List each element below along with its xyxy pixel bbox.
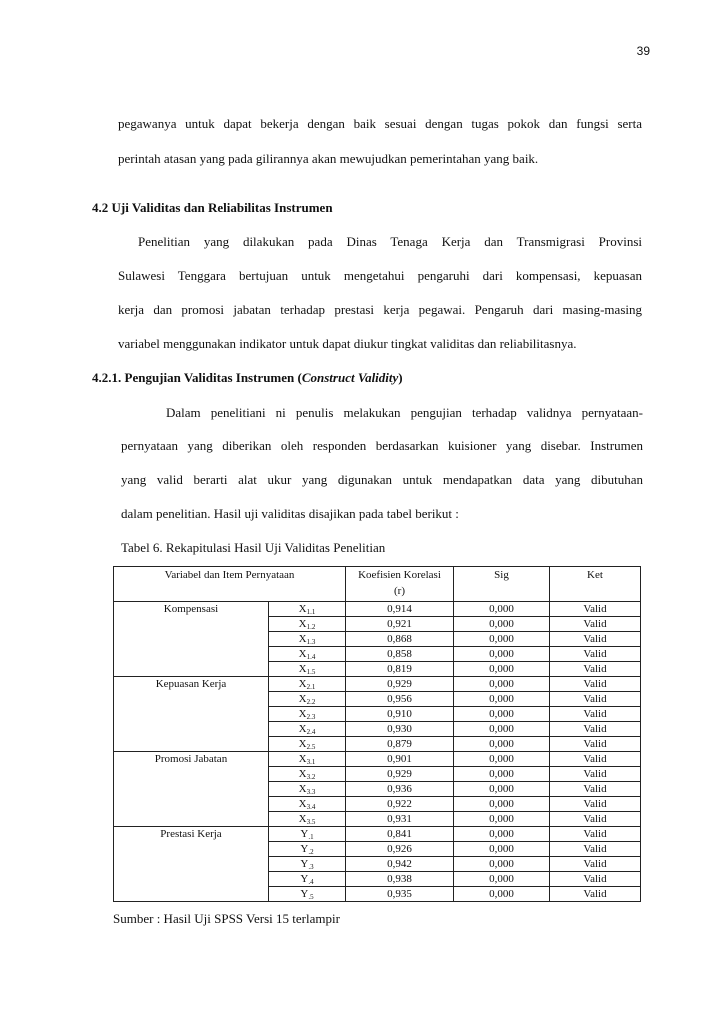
cell-variable <box>114 767 269 782</box>
item-letter: Y <box>300 888 309 900</box>
cell-sig: 0,000 <box>454 782 550 797</box>
item-letter: X <box>298 678 307 690</box>
item-letter: X <box>298 798 307 810</box>
table-row <box>114 632 641 647</box>
page-number: 39 <box>636 44 650 58</box>
header-coef-line2: (r) <box>394 585 405 597</box>
header-coefficient <box>346 567 454 602</box>
cell-coefficient: 0,868 <box>346 632 454 647</box>
cell-sig: 0,000 <box>454 767 550 782</box>
cell-coefficient: 0,942 <box>346 857 454 872</box>
cell-coefficient: 0,929 <box>346 767 454 782</box>
cell-sig: 0,000 <box>454 857 550 872</box>
table-row <box>114 707 641 722</box>
subsection-paragraph-line-3: yang valid berarti alat ukur yang digunakan untuk mendapatkan data yang dibutuhan <box>121 472 643 487</box>
cell-variable <box>114 632 269 647</box>
cell-ket: Valid <box>550 707 641 722</box>
cell-sig: 0,000 <box>454 602 550 617</box>
cell-item <box>269 602 346 617</box>
table-row <box>114 662 641 677</box>
cell-variable: Prestasi Kerja <box>114 827 269 842</box>
item-letter: X <box>298 738 307 750</box>
cell-item <box>269 662 346 677</box>
cell-item <box>269 842 346 857</box>
cell-variable <box>114 842 269 857</box>
item-subscript: 2.3 <box>306 713 316 721</box>
subsection-heading <box>92 370 403 386</box>
item-letter: X <box>298 813 307 825</box>
cell-variable <box>114 872 269 887</box>
cell-ket: Valid <box>550 737 641 752</box>
cell-variable <box>114 617 269 632</box>
cell-sig: 0,000 <box>454 662 550 677</box>
cell-item <box>269 872 346 887</box>
table-row <box>114 617 641 632</box>
item-letter: X <box>298 633 307 645</box>
cell-variable: Promosi Jabatan <box>114 752 269 767</box>
cell-ket: Valid <box>550 842 641 857</box>
section-paragraph-line-2: Sulawesi Tenggara bertujuan untuk mengetahui pengaruhi dari kompensasi, kepuasan <box>118 268 642 283</box>
cell-sig: 0,000 <box>454 752 550 767</box>
cell-variable <box>114 887 269 902</box>
cell-coefficient: 0,926 <box>346 842 454 857</box>
cell-sig: 0,000 <box>454 707 550 722</box>
cell-ket: Valid <box>550 752 641 767</box>
item-subscript: .2 <box>308 848 314 856</box>
cell-sig: 0,000 <box>454 872 550 887</box>
cell-sig: 0,000 <box>454 827 550 842</box>
item-letter: Y <box>300 873 309 885</box>
table-row <box>114 647 641 662</box>
cell-sig: 0,000 <box>454 722 550 737</box>
cell-ket: Valid <box>550 872 641 887</box>
item-subscript: 1.3 <box>306 638 316 646</box>
table-body <box>114 602 641 902</box>
header-sig: Sig <box>454 567 550 602</box>
cell-item <box>269 767 346 782</box>
cell-sig: 0,000 <box>454 797 550 812</box>
item-subscript: 1.2 <box>306 623 316 631</box>
cell-ket: Valid <box>550 662 641 677</box>
cell-coefficient: 0,956 <box>346 692 454 707</box>
cell-variable <box>114 662 269 677</box>
cell-sig: 0,000 <box>454 677 550 692</box>
cell-ket: Valid <box>550 692 641 707</box>
item-letter: Y <box>300 858 309 870</box>
table-row <box>114 752 641 767</box>
intro-line-1: pegawanya untuk dapat bekerja dengan baik sesuai dengan tugas pokok dan fungsi serta <box>118 116 642 131</box>
item-subscript: 3.2 <box>306 773 316 781</box>
item-subscript: 2.4 <box>306 728 316 736</box>
cell-coefficient: 0,914 <box>346 602 454 617</box>
cell-item <box>269 752 346 767</box>
cell-sig: 0,000 <box>454 812 550 827</box>
item-letter: X <box>298 768 307 780</box>
cell-coefficient: 0,879 <box>346 737 454 752</box>
cell-ket: Valid <box>550 812 641 827</box>
cell-item <box>269 632 346 647</box>
cell-coefficient: 0,938 <box>346 872 454 887</box>
cell-sig: 0,000 <box>454 887 550 902</box>
header-ket: Ket <box>550 567 641 602</box>
cell-item <box>269 722 346 737</box>
item-letter: X <box>298 783 307 795</box>
cell-coefficient: 0,910 <box>346 707 454 722</box>
cell-ket: Valid <box>550 602 641 617</box>
table-row <box>114 602 641 617</box>
section-paragraph-line-3: kerja dan promosi jabatan terhadap prestasi kerja pegawai. Pengaruh dari masing-masing <box>118 302 642 317</box>
cell-variable <box>114 722 269 737</box>
cell-item <box>269 707 346 722</box>
item-letter: X <box>298 693 307 705</box>
cell-sig: 0,000 <box>454 842 550 857</box>
table-row <box>114 692 641 707</box>
table-source: Sumber : Hasil Uji SPSS Versi 15 terlampir <box>113 911 340 926</box>
cell-ket: Valid <box>550 677 641 692</box>
item-letter: X <box>298 663 307 675</box>
cell-coefficient: 0,922 <box>346 797 454 812</box>
cell-coefficient: 0,936 <box>346 782 454 797</box>
item-letter: X <box>298 603 307 615</box>
item-subscript: 3.3 <box>306 788 316 796</box>
cell-item <box>269 857 346 872</box>
item-subscript: 3.4 <box>306 803 316 811</box>
cell-item <box>269 887 346 902</box>
table-row <box>114 782 641 797</box>
subsection-heading-italic: Construct Validity <box>301 370 399 385</box>
cell-item <box>269 812 346 827</box>
cell-coefficient: 0,935 <box>346 887 454 902</box>
cell-item <box>269 617 346 632</box>
cell-item <box>269 677 346 692</box>
subsection-heading-suffix: ) <box>398 370 403 385</box>
cell-ket: Valid <box>550 617 641 632</box>
cell-coefficient: 0,841 <box>346 827 454 842</box>
table-header-row <box>114 567 641 602</box>
cell-coefficient: 0,921 <box>346 617 454 632</box>
cell-coefficient: 0,819 <box>346 662 454 677</box>
table-row <box>114 767 641 782</box>
table-row <box>114 812 641 827</box>
table-row <box>114 857 641 872</box>
section-paragraph-line-4: variabel menggunakan indikator untuk dapat diukur tingkat validitas dan reliabilitasnya. <box>118 336 577 351</box>
subsection-paragraph-line-2: pernyataan yang diberikan oleh responden berdasarkan kuisioner yang disebar. Instrumen <box>121 438 643 453</box>
table-row <box>114 737 641 752</box>
section-heading: 4.2 Uji Validitas dan Reliabilitas Instrumen <box>92 200 333 215</box>
table-row <box>114 827 641 842</box>
cell-ket: Valid <box>550 827 641 842</box>
cell-item <box>269 692 346 707</box>
cell-item <box>269 782 346 797</box>
intro-line-2: perintah atasan yang pada gilirannya akan mewujudkan pemerintahan yang baik. <box>118 151 539 166</box>
cell-variable: Kompensasi <box>114 602 269 617</box>
item-subscript: .4 <box>308 878 314 886</box>
item-subscript: 2.5 <box>306 743 316 751</box>
cell-ket: Valid <box>550 647 641 662</box>
item-subscript: 2.2 <box>306 698 316 706</box>
item-subscript: .1 <box>308 833 314 841</box>
cell-coefficient: 0,858 <box>346 647 454 662</box>
item-letter: Y <box>300 843 309 855</box>
cell-variable <box>114 857 269 872</box>
cell-coefficient: 0,931 <box>346 812 454 827</box>
cell-variable <box>114 797 269 812</box>
cell-item <box>269 737 346 752</box>
cell-sig: 0,000 <box>454 617 550 632</box>
header-variable: Variabel dan Item Pernyataan <box>114 567 346 602</box>
item-subscript: 1.1 <box>306 608 316 616</box>
item-subscript: 3.1 <box>306 758 316 766</box>
section-paragraph-line-1: Penelitian yang dilakukan pada Dinas Tenaga Kerja dan Transmigrasi Provinsi <box>138 234 642 249</box>
item-subscript: 1.5 <box>306 668 316 676</box>
cell-sig: 0,000 <box>454 647 550 662</box>
table-row <box>114 797 641 812</box>
item-subscript: .5 <box>308 893 314 901</box>
cell-variable <box>114 812 269 827</box>
cell-ket: Valid <box>550 887 641 902</box>
cell-sig: 0,000 <box>454 692 550 707</box>
header-coef-line1: Koefisien Korelasi <box>358 569 441 581</box>
item-letter: X <box>298 708 307 720</box>
cell-item <box>269 827 346 842</box>
item-subscript: 2.1 <box>306 683 316 691</box>
table-row <box>114 677 641 692</box>
validity-table <box>113 566 641 902</box>
cell-coefficient: 0,901 <box>346 752 454 767</box>
subsection-paragraph-line-1: Dalam penelitiani ni penulis melakukan pengujian terhadap validnya pernyataan- <box>166 405 643 420</box>
cell-variable <box>114 782 269 797</box>
cell-variable <box>114 647 269 662</box>
item-letter: X <box>298 723 307 735</box>
subsection-heading-prefix: 4.2.1. Pengujian Validitas Instrumen ( <box>92 370 302 385</box>
cell-variable <box>114 737 269 752</box>
cell-item <box>269 647 346 662</box>
table-row <box>114 722 641 737</box>
cell-coefficient: 0,930 <box>346 722 454 737</box>
cell-sig: 0,000 <box>454 737 550 752</box>
cell-variable <box>114 692 269 707</box>
cell-ket: Valid <box>550 797 641 812</box>
item-letter: Y <box>300 828 309 840</box>
cell-ket: Valid <box>550 857 641 872</box>
cell-sig: 0,000 <box>454 632 550 647</box>
table-row <box>114 842 641 857</box>
table-row <box>114 872 641 887</box>
cell-variable <box>114 707 269 722</box>
subsection-paragraph-line-4: dalam penelitian. Hasil uji validitas disajikan pada tabel berikut : <box>121 506 459 521</box>
item-letter: X <box>298 618 307 630</box>
cell-ket: Valid <box>550 722 641 737</box>
cell-variable: Kepuasan Kerja <box>114 677 269 692</box>
cell-ket: Valid <box>550 782 641 797</box>
item-subscript: 3.5 <box>306 818 316 826</box>
table-caption: Tabel 6. Rekapitulasi Hasil Uji Validitas Penelitian <box>121 540 386 555</box>
cell-coefficient: 0,929 <box>346 677 454 692</box>
item-subscript: 1.4 <box>306 653 316 661</box>
cell-ket: Valid <box>550 767 641 782</box>
item-letter: X <box>298 753 307 765</box>
item-subscript: .3 <box>308 863 314 871</box>
item-letter: X <box>298 648 307 660</box>
table-row <box>114 887 641 902</box>
cell-ket: Valid <box>550 632 641 647</box>
cell-item <box>269 797 346 812</box>
